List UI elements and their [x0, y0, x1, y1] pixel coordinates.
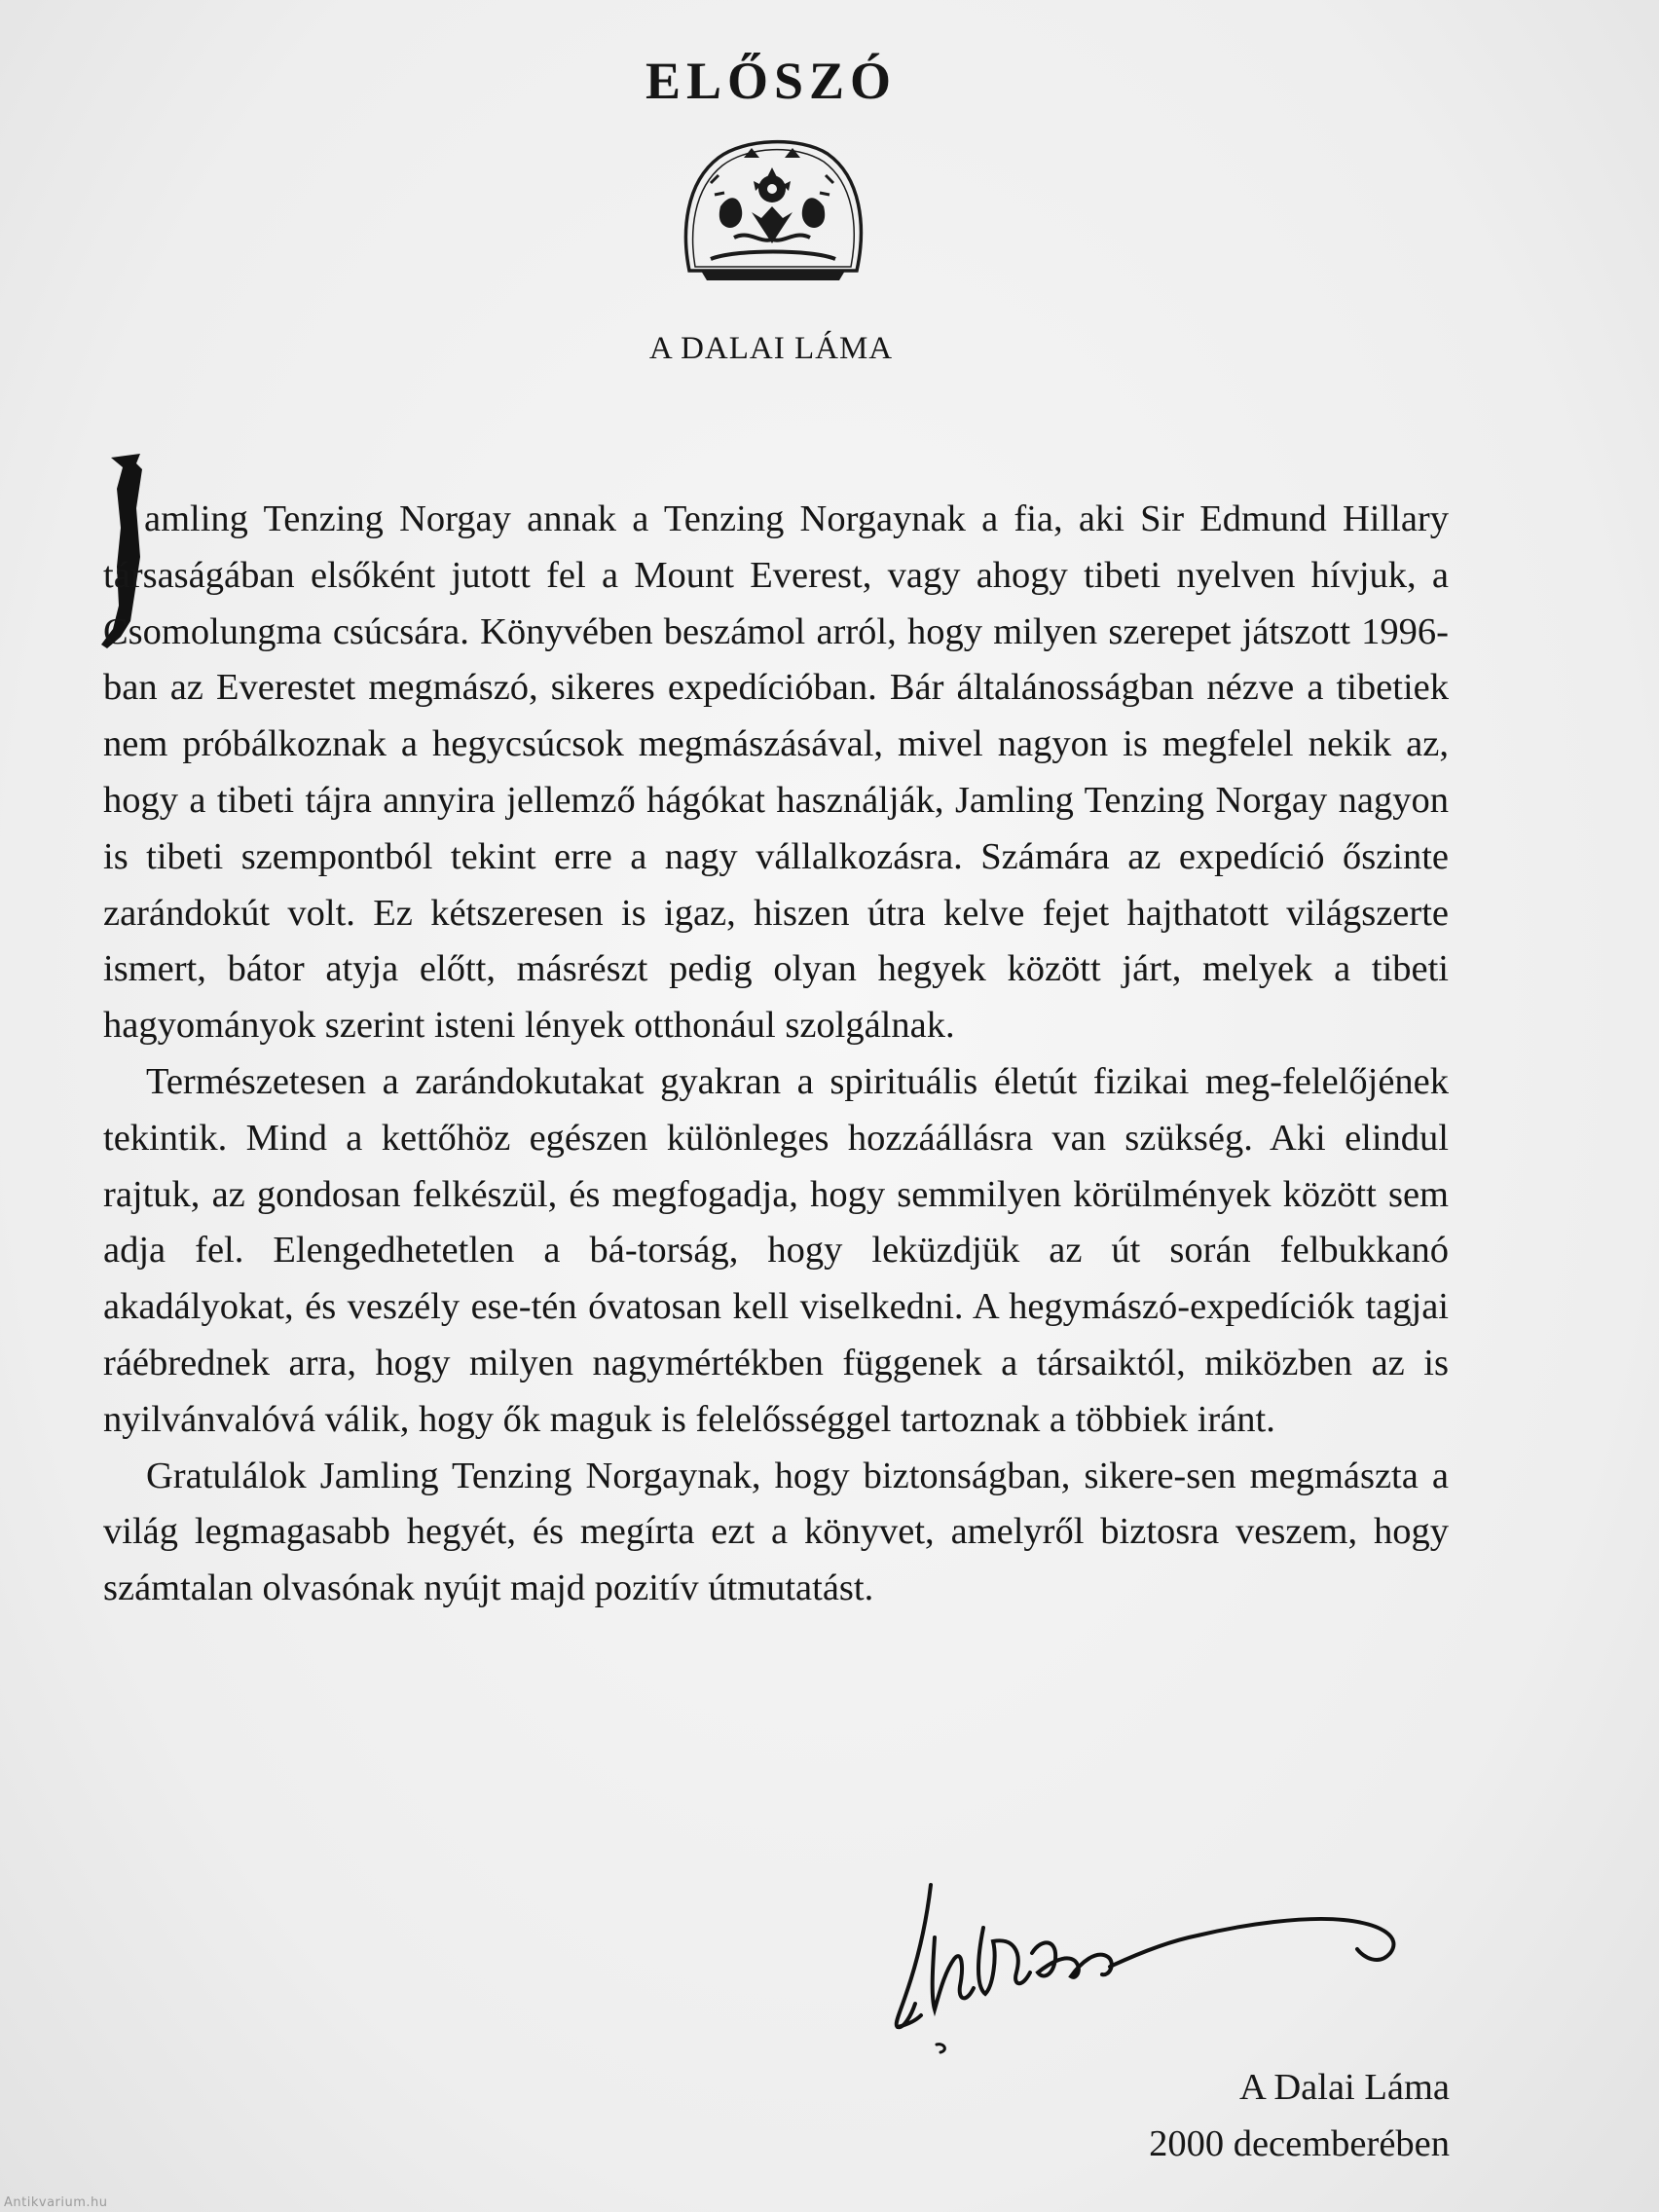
handwritten-signature	[876, 1879, 1421, 2054]
paragraph-2: Természetesen a zarándokutakat gyakran a spirituális életút fizikai meg-felelőjének tekintik. Mind a kettőhöz egészen különleges hozzáállásra van szükség. Aki elindul rajtuk, az gondosan felkészül, és megfogadja, hogy semmilyen körülmények között sem adja fel. Elengedhetetlen a bá-torság, hogy leküzdjük az út során felbukkanó akadályokat, és veszély ese-tén óvatosan kell viselkedni. A hegymászó-expedíciók tagjai ráébrednek arra, hogy milyen nagymértékben függenek a társaiktól, miközben az is nyilvánvalóvá válik, hogy ők maguk is felelősséggel tartoznak a többiek iránt.	[103, 1060, 1449, 1440]
page-title: ELŐSZÓ	[645, 52, 898, 110]
paragraph-1-text: amling Tenzing Norgay annak a Tenzing Norgaynak a fia, aki Sir Edmund Hillary társaságában elsőként jutott fel a Mount Everest, vagy ahogy tibeti nyelven hívjuk, a Csomolungma csúcsára. Könyvében beszámol arról, hogy milyen szerepet játszott 1996-ban az Everestet megmászó, sikeres expedícióban. Bár általánosságban nézve a tibetiek nem próbálkoznak a hegycsúcsok megmászásával, mivel nagyon is megfelel nekik az, hogy a tibeti tájra annyira jellemző hágókat használják, Jamling Tenzing Norgay nagyon is tibeti szempontból tekint erre a nagy vállalkozásra. Számára az expedíció őszinte zarándokút volt. Ez kétszeresen is igaz, hiszen útra kelve fejet hajthatott világszerte ismert, bátor atyja előtt, másrészt pedig olyan hegyek között járt, melyek a tibeti hagyományok szerint isteni lények otthonául szolgálnak.	[103, 498, 1449, 1047]
closing-signoff	[1149, 2059, 1450, 2172]
paragraph-1	[103, 492, 1449, 1054]
closing-date: 2000 decemberében	[1149, 2123, 1450, 2164]
paragraph-3: Gratulálok Jamling Tenzing Norgaynak, hogy biztonságban, sikere-sen megmászta a világ legmagasabb hegyét, és megírta ezt a könyvet, amelyről biztosra veszem, hogy számtalan olvasónak nyújt majd pozitív útmutatást.	[103, 1455, 1449, 1609]
watermark: Antikvarium.hu	[4, 2195, 108, 2210]
author-heading: A DALAI LÁMA	[648, 331, 894, 366]
dalai-lama-seal-emblem	[676, 125, 868, 288]
closing-name: A Dalai Láma	[1239, 2067, 1450, 2108]
foreword-body	[103, 492, 1449, 1617]
